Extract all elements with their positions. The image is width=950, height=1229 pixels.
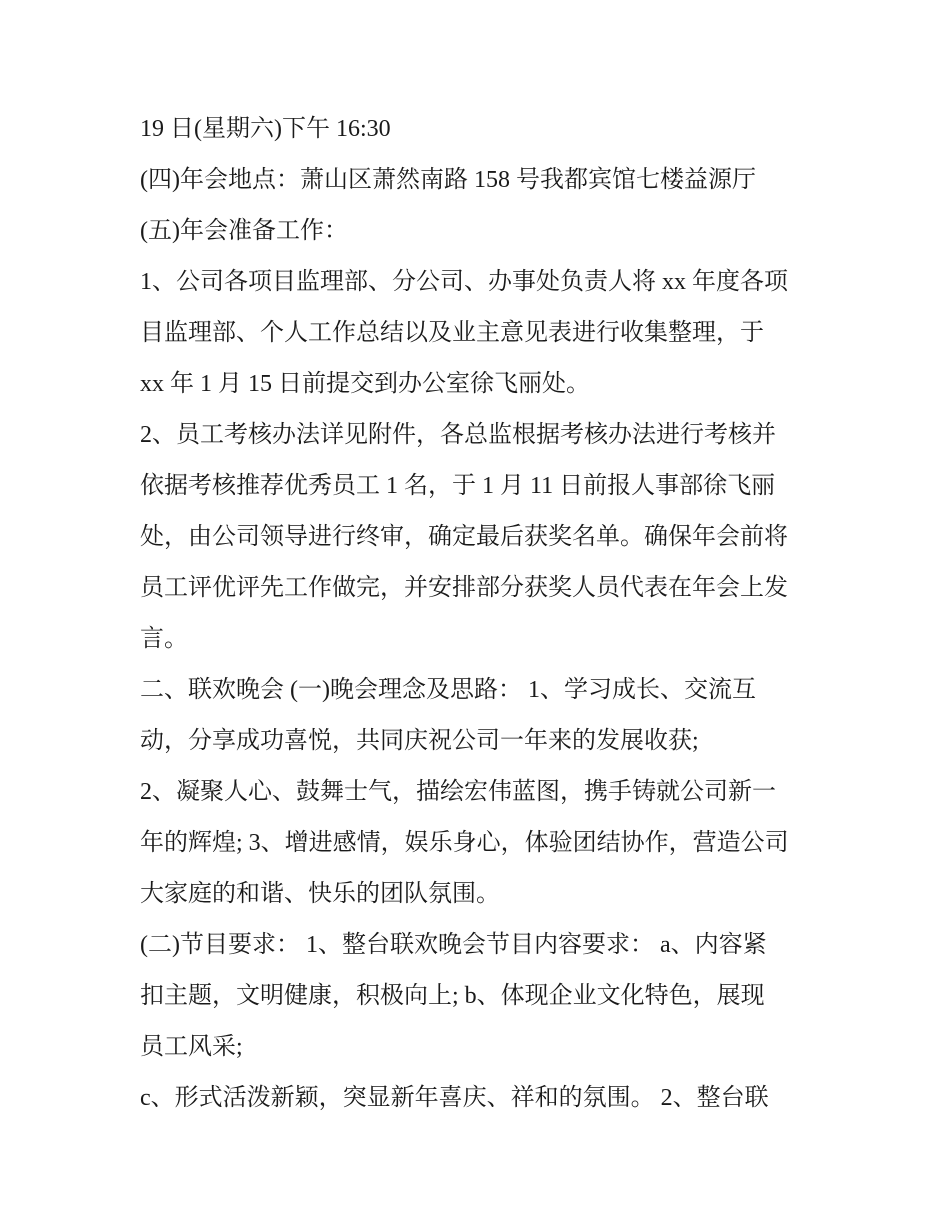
text-line: (二)节目要求： 1、整台联欢晚会节目内容要求： a、内容紧 bbox=[140, 932, 767, 958]
text-line: 2、凝聚人心、鼓舞士气，描绘宏伟蓝图，携手铸就公司新一 bbox=[140, 779, 776, 805]
text-line: 年的辉煌; 3、增进感情，娱乐身心，体验团结协作，营造公司 bbox=[140, 830, 789, 856]
text-line: (四)年会地点：萧山区萧然南路 158 号我都宾馆七楼益源厅 bbox=[140, 167, 756, 193]
text-line: 扣主题，文明健康，积极向上; b、体现企业文化特色，展现 bbox=[140, 983, 765, 1009]
text-line: 依据考核推荐优秀员工 1 名，于 1 月 11 日前报人事部徐飞丽 bbox=[140, 473, 776, 499]
text-line: 目监理部、个人工作总结以及业主意见表进行收集整理，于 bbox=[140, 320, 764, 346]
text-line: 言。 bbox=[140, 626, 188, 652]
text-line: 大家庭的和谐、快乐的团队氛围。 bbox=[140, 881, 500, 907]
text-line: 1、公司各项目监理部、分公司、办事处负责人将 xx 年度各项 bbox=[140, 269, 788, 295]
document-body bbox=[140, 111, 820, 1131]
text-line: 员工风采; bbox=[140, 1034, 243, 1060]
text-line: xx 年 1 月 15 日前提交到办公室徐飞丽处。 bbox=[140, 371, 590, 397]
text-line: 19 日(星期六)下午 16:30 bbox=[140, 116, 391, 142]
text-line: 员工评优评先工作做完，并安排部分获奖人员代表在年会上发 bbox=[140, 575, 788, 601]
text-line: (五)年会准备工作： bbox=[140, 218, 348, 244]
text-line: 处，由公司领导进行终审，确定最后获奖名单。确保年会前将 bbox=[140, 524, 788, 550]
text-line: 二、联欢晚会 (一)晚会理念及思路： 1、学习成长、交流互 bbox=[140, 677, 756, 703]
text-line: 2、员工考核办法详见附件，各总监根据考核办法进行考核并 bbox=[140, 422, 776, 448]
text-line: 动，分享成功喜悦，共同庆祝公司一年来的发展收获; bbox=[140, 728, 699, 754]
text-line: c、形式活泼新颖，突显新年喜庆、祥和的氛围。 2、整台联 bbox=[140, 1085, 769, 1111]
